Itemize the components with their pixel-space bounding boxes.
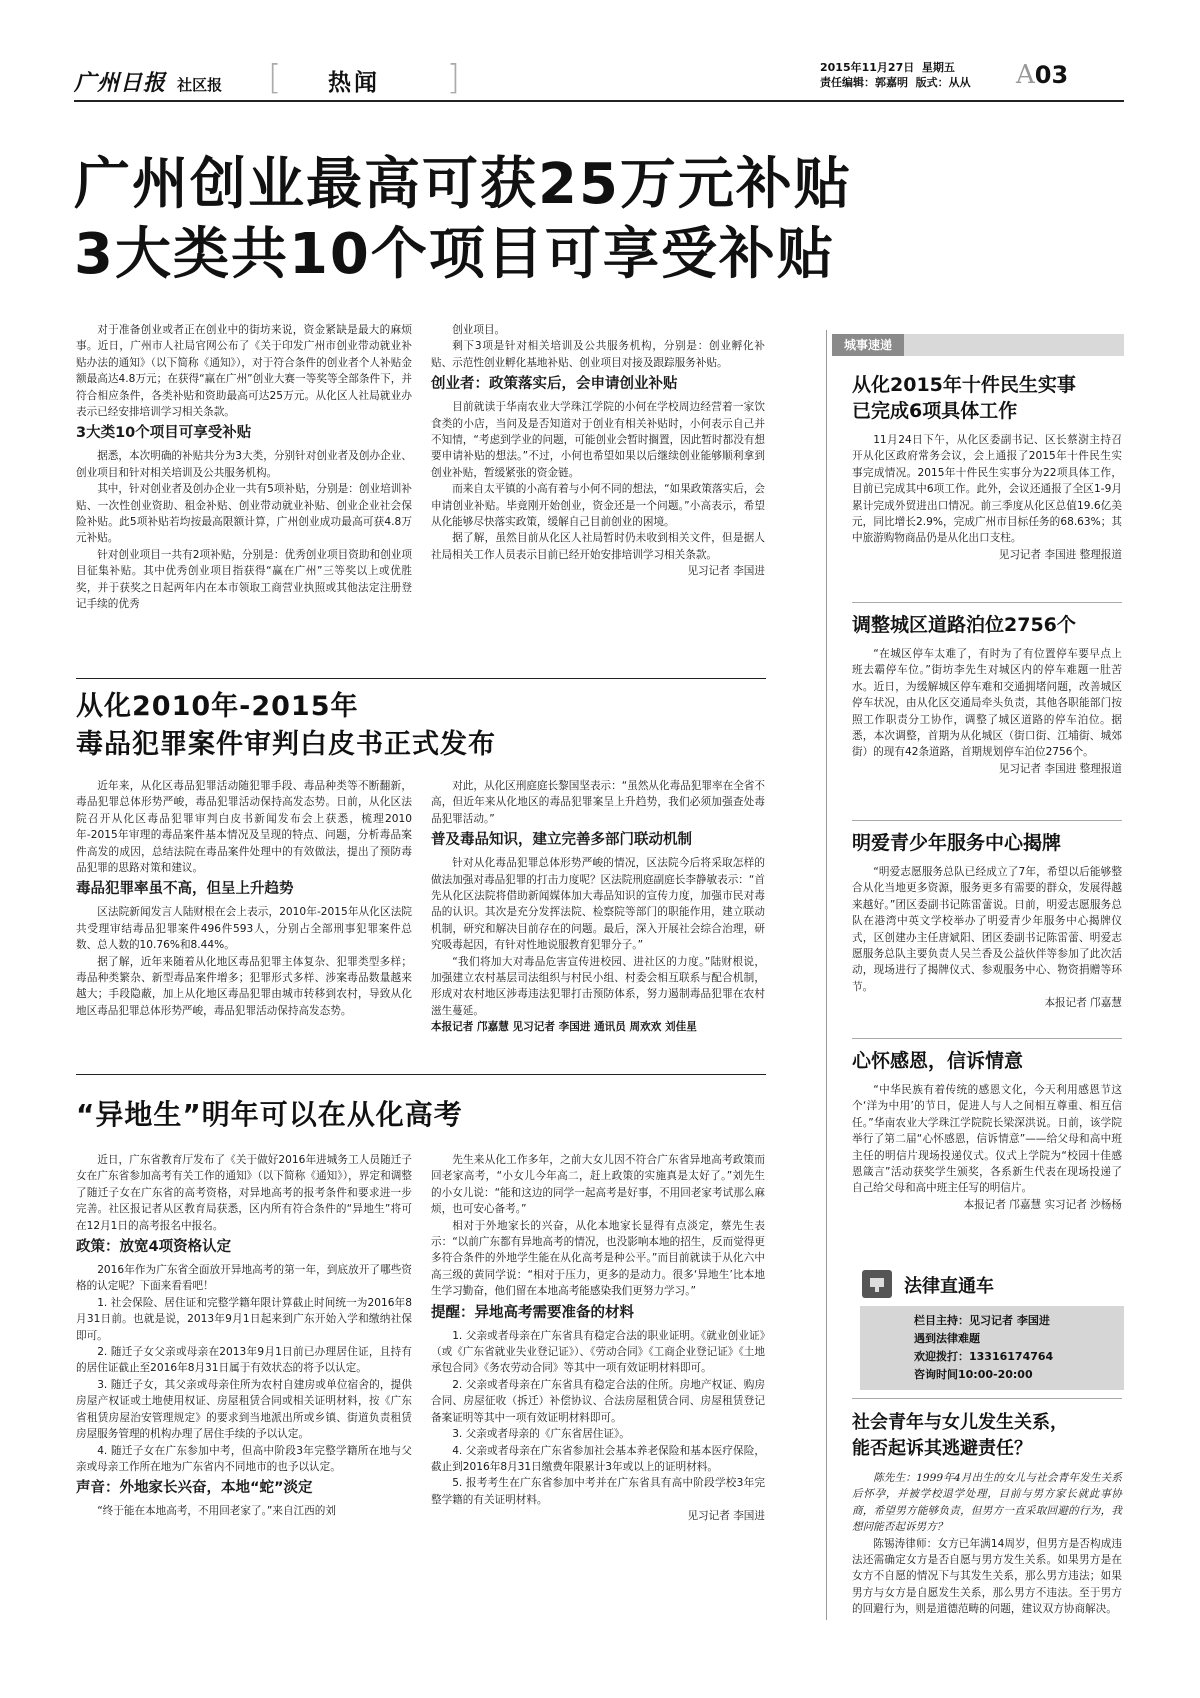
divider (76, 1074, 766, 1075)
divider (852, 602, 1122, 603)
paragraph: 4. 随迁子女在广东参加中考，但高中阶段3年完整学籍所在地与父亲或母亲工作所在地为广东省内不同地市的也予以认定。 (76, 1444, 412, 1473)
article2-title-line1: 从化2010年-2015年 (76, 691, 359, 722)
paragraph: 区法院新闻发言人陆财根在会上表示，2010年-2015年从化区法院共受理审结毒品犯罪案件496件593人，分别占全部刑事犯罪案件总数、总人数的10.76%和8.44%。 (76, 906, 412, 952)
paragraph: 2. 父亲或者母亲在广东省具有稳定合法的住所。房地产权证、购房合同、房屋征收（拆迁）补偿协议、合法房屋租赁合同、房屋租赁登记备案证明等其中一项有效证明材料即可。 (431, 1378, 765, 1424)
subheading: 普及毒品知识，建立完善多部门联动机制 (431, 832, 692, 849)
paragraph: 2016年作为广东省全面放开异地高考的第一年，到底放开了哪些资格的认定呢？下面来看看吧！ (76, 1264, 412, 1293)
subheading: 毒品犯罪率虽不高，但呈上升趋势 (76, 881, 294, 898)
byline: 本报记者 邝嘉慧 (1044, 997, 1122, 1010)
paragraph: 4. 父亲或者母亲在广东省参加社会基本养老保险和基本医疗保险，截止到2016年8月31日缴费年限累计3年或以上的证明材料。 (431, 1444, 765, 1473)
byline: 本报记者 邝嘉慧 见习记者 李国进 通讯员 周欢欢 刘佳星 (431, 1021, 697, 1034)
paragraph: 近年来，从化区毒品犯罪活动随犯罪手段、毒品种类等不断翻新，毒品犯罪总体形势严峻，毒品犯罪活动保持高发态势。日前，从化区法院召开从化区毒品犯罪审判白皮书新闻发布会上获悉，梳理2010年-2015年审理的毒品案件基本情况及呈现的特点、问题，分析毒品案件高发的成因，总结法院在毒品案件处理中的有效做法，提出了预防毒品犯罪的思路对策和建议。 (76, 780, 412, 875)
qa-title-line2: 能否起诉其逃避责任？ (852, 1438, 1032, 1459)
subheading: 3大类10个项目可享受补贴 (76, 425, 252, 442)
article1-col2 (431, 322, 765, 579)
news4-body (852, 1082, 1122, 1213)
page-letter: A (1016, 60, 1035, 90)
editor-credit: 责任编辑：郭嘉明 (820, 76, 908, 89)
news2-body (852, 646, 1122, 777)
paragraph: “在城区停车太难了，有时为了有位置停车要早点上班去霸停车位。”街坊李先生对城区内的停车难题一肚苦水。近日，为缓解城区停车难和交通拥堵问题，改善城区停车状况，由从化区交通局牵头负责，其他各职能部门按照工作职责分工协作，调整了城区道路的停车泊位。据悉，本次调整，首期为从化城区（街口街、江埔街、城郊街）的现有42条道路，首期规划停车泊位2756个。 (852, 648, 1122, 759)
divider (76, 678, 766, 679)
news2-title: 调整城区道路泊位2756个 (852, 614, 1076, 636)
bracket-right: ] (446, 58, 460, 98)
qa-answer: 陈锡涛律师：女方已年满14周岁，但男方是否构成违法还需确定女方是否自愿与男方发生关系。如果男方是在女方不自愿的情况下与其发生关系，那么男方违法；如果男方与女方是自愿发生关系，那么男方不违法。至于男方的回避行为，则是道德范畴的问题，建议双方协商解决。 (852, 1537, 1122, 1616)
byline: 见习记者 李国进 整理报道 (998, 548, 1122, 561)
paragraph: 据了解，虽然目前从化区人社局暂时仍未收到相关文件，但是据人社局相关工作人员表示目前已经开始安排培训学习相关条款。 (431, 532, 765, 561)
subheading: 创业者：政策落实后，会申请创业补贴 (431, 376, 678, 393)
subheading: 政策：放宽4项资格认定 (76, 1239, 232, 1256)
subheading: 声音：外地家长兴奋，本地“蛇”淡定 (76, 1480, 313, 1497)
news3-title: 明爱青少年服务中心揭牌 (852, 832, 1062, 854)
paragraph: 据悉，本次明确的补贴共分为3大类，分别针对创业者及创办企业、创业项目和针对相关培训及公共服务机构。 (76, 450, 412, 479)
paragraph: 3. 父亲或者母亲的《广东省居住证》。 (452, 1428, 630, 1441)
gavel-icon (862, 1270, 892, 1298)
paragraph: 针对从化毒品犯罪总体形势严峻的情况，区法院今后将采取怎样的做法加强对毒品犯罪的打击力度呢？区法院刑庭副庭长李静敏表示：“首先从化区法院将借助新闻媒体加大毒品知识的宣传力度，加强市民对毒品的认识。其次是充分发挥法院、检察院等部门的职能作用，建立联动机制，研究和解决目前存在的问题。最后，深入开展社会综合治理，研究吸毒起因，有针对性地说服教育犯罪分子。” (431, 857, 765, 952)
paragraph: 针对创业项目一共有2项补贴，分别是：优秀创业项目资助和创业项目征集补贴。其中优秀创业项目指获得“赢在广州”三等奖以上或优胜奖，并于获奖之日起两年内在本市领取工商营业执照或其他法定注册登记手续的优秀 (76, 548, 412, 611)
issue-date: 2015年11月27日 (820, 61, 915, 74)
news1-body (852, 432, 1122, 563)
qa-body (852, 1470, 1122, 1618)
subheading: 提醒：异地高考需要准备的材料 (431, 1304, 634, 1321)
sidebar-tag-bar (832, 334, 1124, 356)
legal-line2: 遇到法律难题 (914, 1332, 980, 1345)
main-headline (74, 150, 1074, 290)
page-number (1016, 60, 1068, 90)
article2-col1 (76, 778, 412, 1019)
sidebar-tag: 城事速递 (832, 334, 904, 356)
byline: 见习记者 李国进 (687, 1510, 765, 1523)
article3-col1 (76, 1152, 412, 1520)
divider (852, 1038, 1122, 1039)
article3-col2 (431, 1152, 765, 1524)
masthead (74, 66, 222, 97)
paragraph: 相对于外地家长的兴奋，从化本地家长显得有点淡定，蔡先生表示：“以前广东都有异地高考的情况，也没影响本地的招生，反而觉得更多符合条件的外地学生能在从化高考是种公平。”而目前就读于从化六中高三级的黄同学说：“相对于压力，更多的是动力。很多‘异地生’比本地生学习勤奋，他们留在本地高考能感染我们更努力学习。” (431, 1219, 765, 1298)
news1-title-line1: 从化2015年十件民生实事 (852, 374, 1076, 396)
qa-title-line1: 社会青年与女儿发生关系， (852, 1412, 1068, 1433)
qa-title (852, 1410, 1124, 1462)
divider (852, 820, 1122, 821)
paragraph: 5. 报考考生在广东省参加中考并在广东省具有高中阶段学校3年完整学籍的有关证明材料。 (431, 1477, 765, 1506)
paragraph: 1. 社会保险、居住证和完整学籍年限计算截止时间统一为2016年8月31日前。也就是说，2013年9月1日起来到广东开始入学和缴纳社保即可。 (76, 1296, 412, 1342)
divider (852, 1398, 1122, 1399)
paragraph: “明爱志愿服务总队已经成立了7年，希望以后能够整合从化当地更多资源，服务更多有需要的群众，发展得越来越好。”团区委副书记陈雷蕾说。日前，明爱志愿服务总队在港湾中英文学校举办了明爱青少年服务中心揭牌仪式，区创建办主任唐斌阳、团区委副书记陈雷蕾、明爱志愿服务总队主要负责人吴兰香及公益伙伴等参加了此次活动，现场进行了揭牌仪式、参观服务中心、物资捐赠等环节。 (852, 866, 1122, 993)
paragraph: 创业项目。 (452, 324, 506, 336)
news1-title-line2: 已完成6项具体工作 (852, 400, 1018, 422)
paragraph: 剩下3项是针对相关培训及公共服务机构，分别是：创业孵化补贴、示范性创业孵化基地补贴、创业项目对接及跟踪服务补贴。 (431, 340, 765, 369)
paragraph: 11月24日下午，从化区委副书记、区长蔡澍主持召开从化区政府常务会议，会上通报了2015年十件民生实事完成情况。2015年十件民生实事分为22项具体工作，目前已完成其中6项工作。此外，会议还通报了全区1-9月累计完成外贸进出口情况。前三季度从化区总值19.6亿美元，同比增长2.9%，完成广州市目标任务的68.63%；其中旅游购物商品仍是从化出口支柱。 (852, 434, 1122, 545)
news4-title: 心怀感恩，信诉情意 (852, 1050, 1024, 1072)
legal-host: 栏目主持：见习记者 李国进 (914, 1314, 1050, 1327)
news3-body (852, 864, 1122, 1011)
masthead-logo: 广州日报 (74, 70, 167, 96)
legal-hours: 咨询时间10:00-20:00 (914, 1368, 1033, 1381)
article2-title-line2: 毒品犯罪案件审判白皮书正式发布 (76, 729, 496, 760)
byline: 本报记者 邝嘉慧 实习记者 沙杨杨 (963, 1198, 1122, 1211)
paragraph: 对此，从化区刑庭庭长黎国坚表示：“虽然从化毒品犯罪率在全省不高，但近年来从化地区的毒品犯罪案呈上升趋势，我们必须加强查处毒品犯罪活动。” (431, 780, 765, 825)
paragraph: “终于能在本地高考，不用回老家了。”来自江西的刘 (97, 1505, 336, 1518)
paragraph: 对于准备创业或者正在创业中的街坊来说，资金紧缺是最大的麻烦事。近日，广州市人社局官网公布了《关于印发广州市创业带动就业补贴办法的通知》（以下简称《通知》），对于符合条件的创业者个人补贴金额最高达4.8万元；在获得“赢在广州”创业大赛一等奖等全部条件下，并符合相应条件，各类补贴和资助最高可达25万元。从化区人社局就业办表示已经安排培训学习相关条款。 (76, 324, 412, 419)
article3-title: “异地生”明年可以在从化高考 (76, 1098, 463, 1131)
legal-hotline: 欢迎拨打：13316174764 (914, 1350, 1054, 1363)
issue-weekday: 星期五 (921, 61, 955, 74)
section-label (268, 58, 460, 98)
article2-col2 (431, 778, 765, 1035)
qa-question: 陈先生：1999年4月出生的女儿与社会青年发生关系后怀孕，并被学校退学处理，目前与男方家长就此事协商，希望男方能够负责，但男方一直采取回避的行为，我想问能否起诉男方？ (852, 1472, 1122, 1534)
paragraph: 据了解，近年来随着从化地区毒品犯罪主体复杂、犯罪类型多样；毒品种类繁杂、新型毒品案件增多；犯罪形式多样、涉案毒品数量越来越大；手段隐蔽，加上从化地区毒品犯罪由城市转移到农村，导致从化地区毒品犯罪总体形势严峻，毒品犯罪活动保持高发态势。 (76, 955, 412, 1017)
paragraph: 近日，广东省教育厅发布了《关于做好2016年进城务工人员随迁子女在广东省参加高考有关工作的通知》（以下简称《通知》），界定和调整了随迁子女在广东省的高考资格，对异地高考的报考条件和要求进一步完善。社区报记者从区教育局获悉，区内所有符合条件的“异地生”将可在12月1日的高考报名中报名。 (76, 1154, 412, 1232)
legal-banner (860, 1268, 1124, 1302)
legal-info-box (860, 1306, 1124, 1390)
byline: 见习记者 李国进 (687, 565, 765, 578)
section-title: 热闻 (328, 70, 380, 96)
edition-label: 社区报 (177, 76, 223, 94)
byline: 见习记者 李国进 整理报道 (998, 762, 1122, 775)
sidebar-divider (826, 330, 827, 1620)
paragraph: 1. 父亲或者母亲在广东省具有稳定合法的职业证明。《就业创业证》（或《广东省就业失业登记证》）、《劳动合同》《工商企业登记证》《土地承包合同》《务农劳动合同》等其中一项有效证明材料即可。 (431, 1329, 765, 1375)
article1-col1 (76, 322, 412, 613)
main-headline-line1: 广州创业最高可获25万元补贴 (74, 152, 852, 217)
paragraph: 3. 随迁子女，其父亲或母亲住所为农村自建房或单位宿舍的，提供房屋产权证或土地使用权证、房屋租赁合同或相关证明材料，按《广东省租赁房屋治安管理规定》的要求到当地派出所或乡镇、街道负责租赁房屋服务管理的机构办理了居住手续的予以认定。 (76, 1378, 412, 1441)
article2-title (76, 688, 766, 764)
page-digits: 03 (1034, 61, 1069, 89)
layout-credit: 版式：从从 (915, 76, 971, 89)
news1-title (852, 372, 1122, 424)
paragraph: 2. 随迁子女父亲或母亲在2013年9月1日前已办理居住证，且持有的居住证截止至2016年8月31日属于有效状态的将予以认定。 (76, 1346, 412, 1375)
paragraph: “我们将加大对毒品危害宣传进校园、进社区的力度。”陆财根说，加强建立农村基层司法组织与村民小组、村委会相互联系与配合机制，形成对农村地区涉毒违法犯罪打击预防体系，努力遏制毒品犯罪在农村滋生蔓延。 (431, 955, 765, 1017)
paragraph: “中华民族有着传统的感恩文化，今天利用感恩节这个‘洋为中用’的节日，促进人与人之间相互尊重、相互信任。”华南农业大学珠江学院院长梁深洪说。日前，该学院举行了第二届“心怀感恩，信诉情意”——给父母和高中班主任的明信片现场投递仪式。仪式上学院为“校园十佳感恩箴言”活动获奖学生颁奖，各系新生代表在现场投递了自己给父母和高中班主任写的明信片。 (852, 1084, 1122, 1195)
main-headline-line2: 3大类共10个项目可享受补贴 (74, 222, 835, 287)
header-rule (74, 100, 1124, 102)
bracket-left: [ (268, 58, 282, 98)
paragraph: 先生来从化工作多年，之前大女儿因不符合广东省异地高考政策而回老家高考，“小女儿今年高二，赶上政策的实施真是太好了。”刘先生的小女儿说：“能和这边的同学一起高考是好事，不用回老家考试那么麻烦，也可安心备考。” (431, 1154, 765, 1216)
paragraph: 而来自太平镇的小高有着与小何不同的想法，“如果政策落实后，会申请创业补贴。毕竟刚开始创业，资金还是一个问题。”小高表示，希望从化能够尽快落实政策，缓解自己目前创业的困境。 (431, 483, 765, 529)
paragraph: 目前就读于华南农业大学珠江学院的小何在学校周边经营着一家饮食类的小店，当问及是否知道对于创业有相关补贴时，小何表示自己并不知情，“考虑到学业的问题，可能创业会暂时搁置，因此暂时都没有想要申请补贴的想法。”不过，小何也希望如果以后继续创业能够顺利拿到创业补贴，暂缓紧张的资金链。 (431, 401, 765, 479)
legal-banner-title: 法律直通车 (904, 1276, 994, 1297)
paragraph: 其中，针对创业者及创办企业一共有5项补贴，分别是：创业培训补贴、一次性创业资助、租金补贴、创业带动就业补贴、创业企业社会保险补贴。此5项补贴若均按最高限额计算，广州创业成功最高可获4.8万元补贴。 (76, 483, 412, 545)
